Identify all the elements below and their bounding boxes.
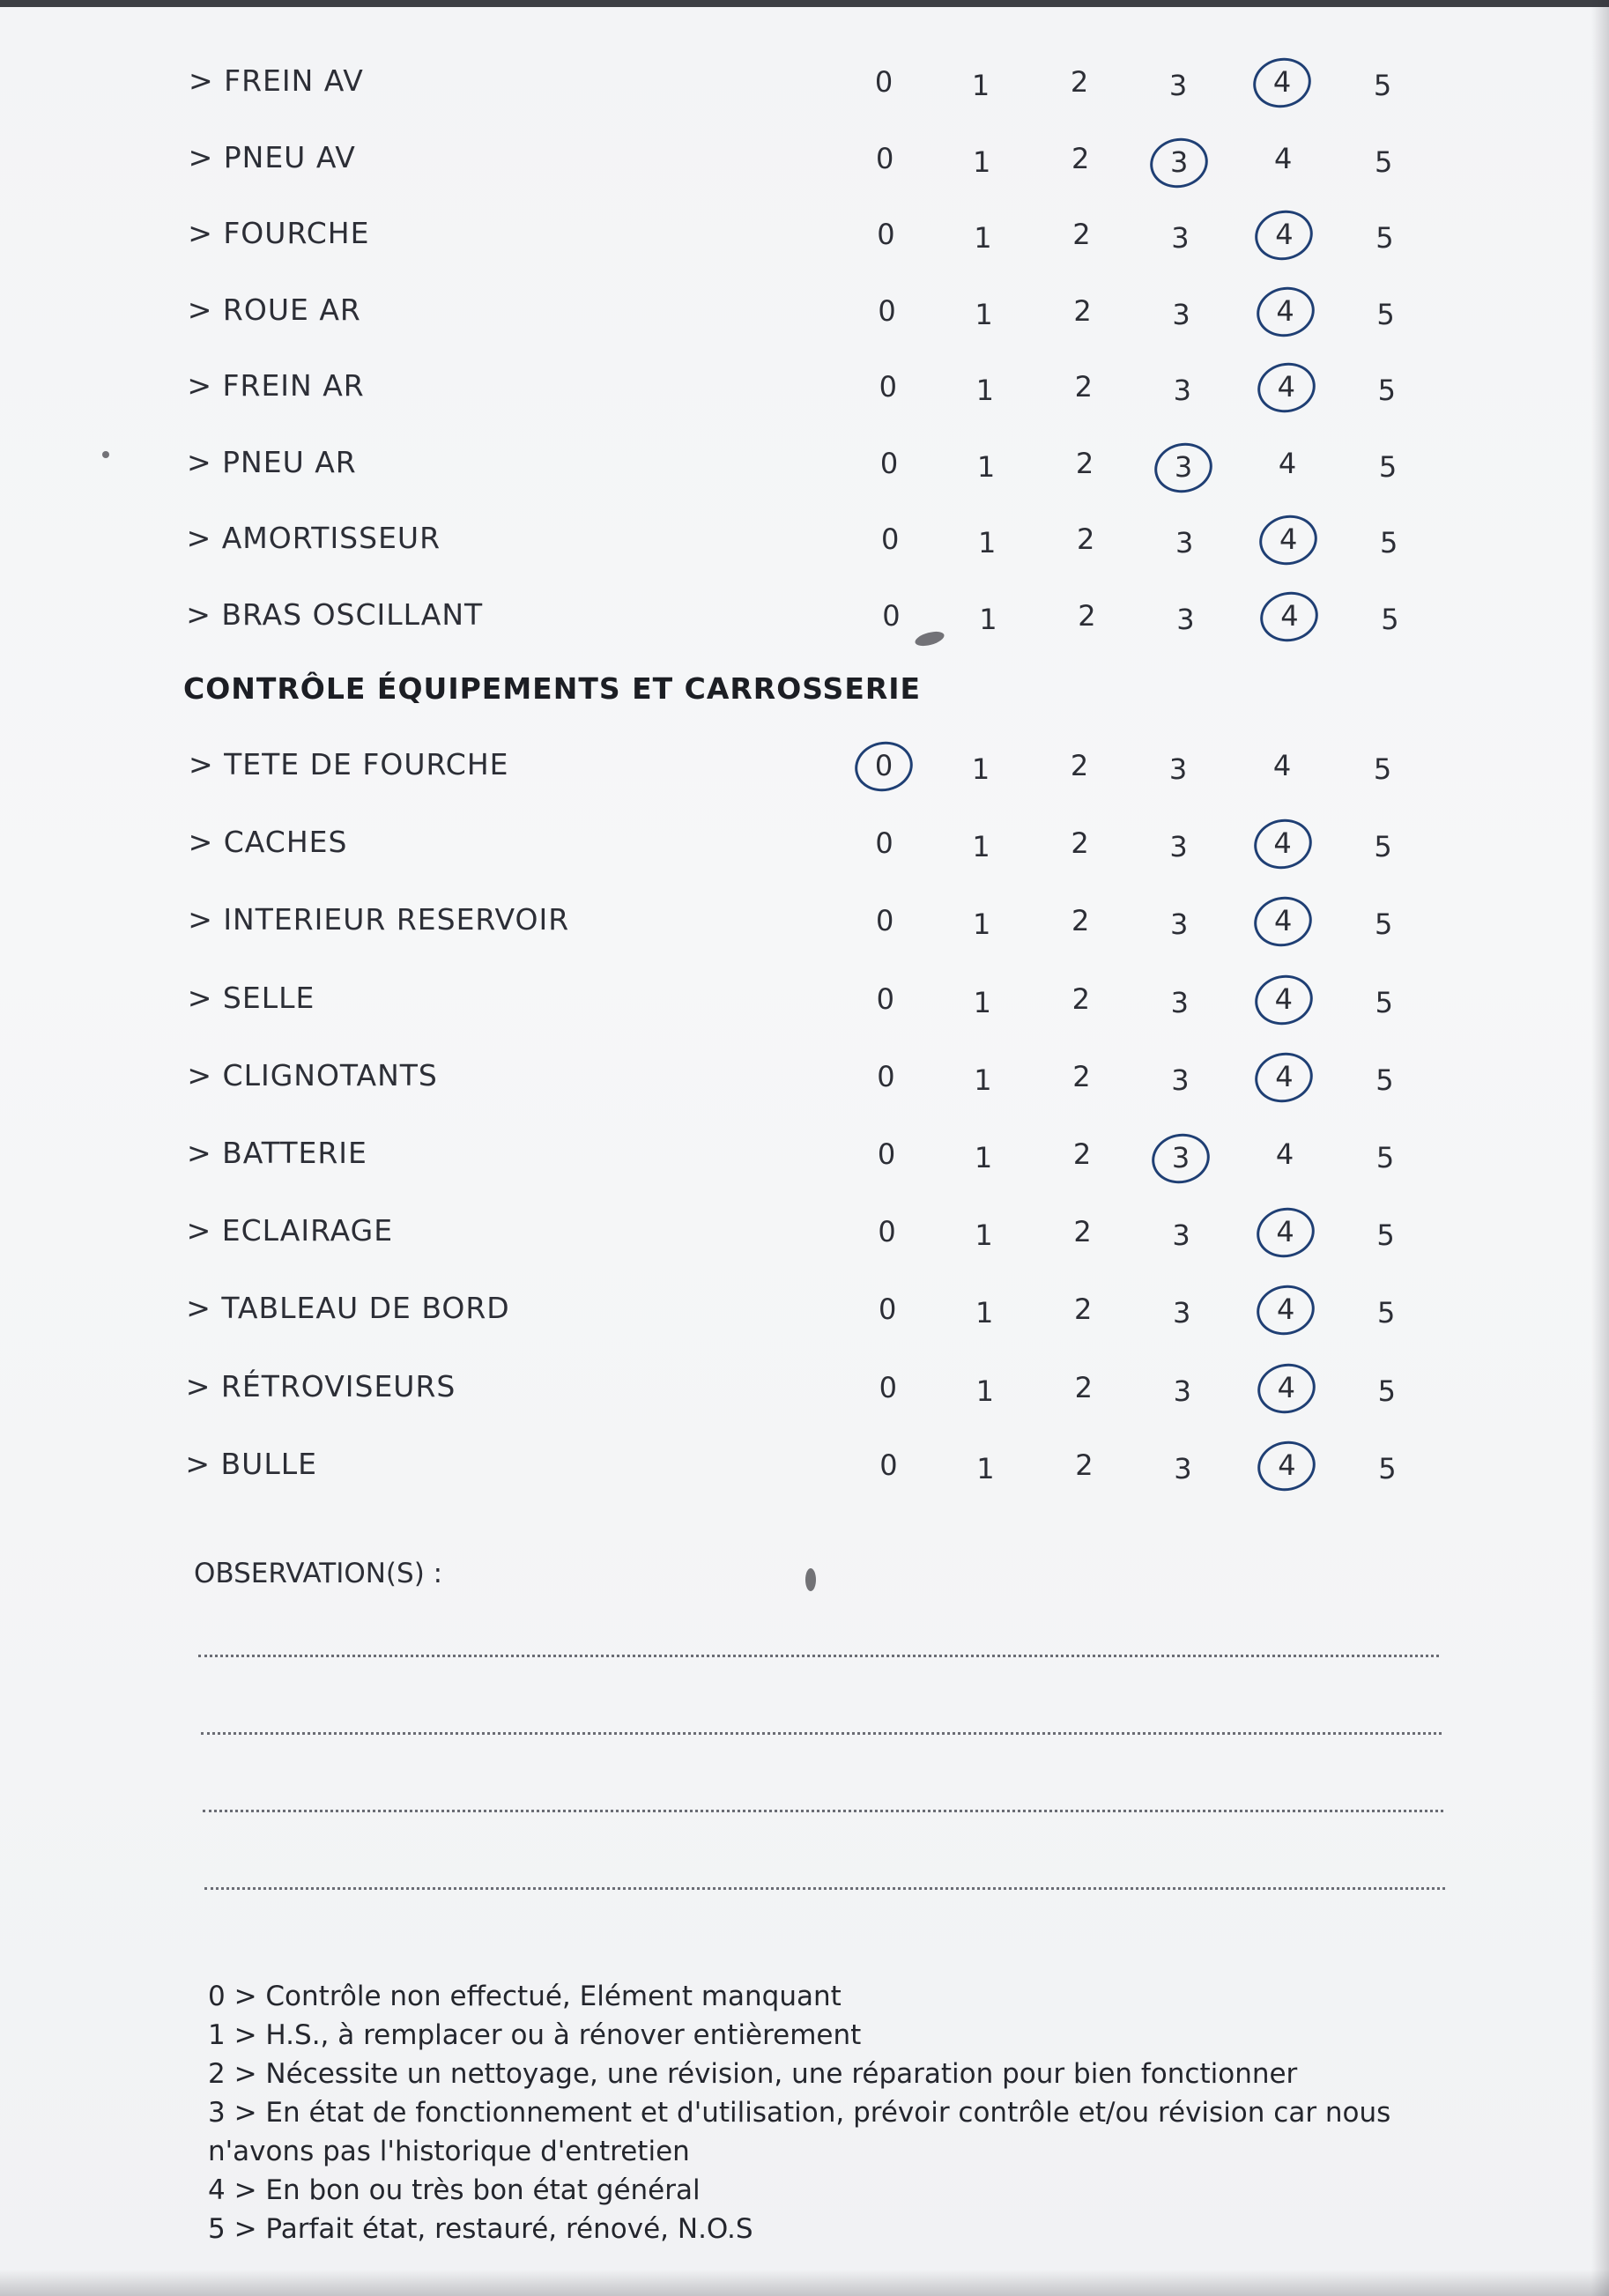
score-option[interactable]: 2 bbox=[1077, 522, 1095, 556]
checklist-item-label: > PNEU AR bbox=[187, 444, 357, 479]
score-option[interactable]: 1 bbox=[975, 1218, 993, 1253]
selected-score-circle bbox=[1249, 53, 1316, 113]
score-option[interactable]: 5 bbox=[1375, 1141, 1395, 1174]
score-option[interactable]: 4 bbox=[1257, 522, 1319, 556]
score-option[interactable]: 0 bbox=[879, 446, 899, 480]
selected-score-circle bbox=[850, 737, 917, 796]
score-option[interactable]: 1 bbox=[975, 297, 993, 331]
observations-label: OBSERVATION(S) : bbox=[194, 1558, 443, 1589]
checklist-row bbox=[0, 1360, 1609, 1413]
score-option[interactable]: 5 bbox=[1375, 907, 1393, 942]
legend-entry: 2 > Nécessite un nettoyage, une révision, une réparation pour bien fonctionner bbox=[208, 2058, 1298, 2090]
score-option[interactable]: 4 bbox=[1252, 904, 1314, 937]
score-option[interactable]: 2 bbox=[1071, 904, 1090, 938]
legend-entry: 5 > Parfait état, restauré, rénové, N.O.S bbox=[208, 2213, 753, 2245]
checklist-row bbox=[0, 1282, 1609, 1335]
score-option[interactable]: 3 bbox=[1153, 450, 1214, 484]
checklist-row bbox=[0, 816, 1609, 869]
ink-smudge bbox=[805, 1568, 816, 1591]
section-title: CONTRÔLE ÉQUIPEMENTS ET CARROSSERIE bbox=[183, 671, 922, 706]
checklist-row bbox=[0, 893, 1609, 946]
score-option[interactable]: 0 bbox=[877, 1059, 895, 1093]
score-option[interactable]: 4 bbox=[1255, 294, 1316, 328]
score-option[interactable]: 1 bbox=[974, 221, 992, 255]
score-option[interactable]: 5 bbox=[1377, 1296, 1396, 1330]
checklist-row bbox=[0, 284, 1609, 337]
checklist-item-label: > SELLE bbox=[187, 980, 315, 1015]
selected-score-circle bbox=[1150, 437, 1217, 497]
score-option[interactable]: 4 bbox=[1253, 982, 1315, 1016]
checklist-item-label: > BATTERIE bbox=[187, 1136, 367, 1170]
score-option[interactable]: 2 bbox=[1070, 65, 1089, 99]
checklist-item-label: > TETE DE FOURCHE bbox=[189, 747, 509, 781]
score-option[interactable]: 3 bbox=[1148, 145, 1210, 179]
score-option[interactable]: 3 bbox=[1170, 907, 1189, 942]
checklist-row bbox=[0, 1204, 1609, 1257]
checklist-row bbox=[0, 972, 1609, 1025]
score-option[interactable]: 0 bbox=[881, 522, 900, 556]
checklist-item-label: > INTERIEUR RESERVOIR bbox=[188, 902, 570, 937]
score-option[interactable]: 3 bbox=[1150, 1141, 1212, 1174]
score-option[interactable]: 1 bbox=[973, 144, 991, 179]
score-option[interactable]: 1 bbox=[973, 985, 991, 1019]
observation-line[interactable] bbox=[198, 1655, 1439, 1657]
score-option[interactable]: 5 bbox=[1375, 221, 1394, 255]
checklist-item-label: > ECLAIRAGE bbox=[186, 1213, 394, 1248]
score-option[interactable]: 0 bbox=[874, 65, 893, 99]
score-option[interactable]: 0 bbox=[853, 749, 915, 782]
selected-score-circle bbox=[1250, 205, 1317, 265]
score-option[interactable]: 2 bbox=[1078, 598, 1096, 633]
score-option[interactable]: 2 bbox=[1072, 1059, 1091, 1093]
score-option[interactable]: 4 bbox=[1256, 1371, 1317, 1404]
score-option[interactable]: 2 bbox=[1074, 1370, 1093, 1404]
selected-score-circle bbox=[1256, 586, 1323, 646]
page-shadow-bottom bbox=[0, 2270, 1609, 2296]
checklist-row bbox=[0, 55, 1609, 107]
checklist-item-label: > RÉTROVISEURS bbox=[185, 1368, 456, 1404]
score-option[interactable]: 4 bbox=[1274, 141, 1293, 175]
score-option[interactable]: 0 bbox=[878, 293, 896, 328]
score-option[interactable]: 0 bbox=[876, 141, 894, 175]
selected-score-circle bbox=[1255, 510, 1322, 570]
selected-score-circle bbox=[1251, 281, 1318, 341]
score-option[interactable]: 3 bbox=[1176, 602, 1195, 636]
selected-score-circle bbox=[1252, 1280, 1319, 1340]
score-option[interactable]: 0 bbox=[877, 218, 895, 251]
legend-entry: 0 > Contrôle non effectué, Elément manquant bbox=[208, 1981, 842, 2012]
observation-line[interactable] bbox=[203, 1810, 1443, 1812]
score-option[interactable]: 1 bbox=[971, 752, 990, 786]
selected-score-circle bbox=[1253, 1358, 1320, 1418]
checklist-row bbox=[0, 1049, 1609, 1102]
score-option[interactable]: 0 bbox=[878, 1215, 896, 1249]
score-option[interactable]: 0 bbox=[877, 1137, 896, 1171]
score-option[interactable]: 3 bbox=[1170, 985, 1189, 1019]
score-option[interactable]: 2 bbox=[1071, 981, 1090, 1016]
checklist-item-label: > PNEU AV bbox=[188, 139, 356, 174]
score-option[interactable]: 4 bbox=[1255, 1215, 1316, 1248]
score-option[interactable]: 1 bbox=[975, 1296, 994, 1330]
score-option[interactable]: 3 bbox=[1173, 1374, 1191, 1408]
score-option[interactable]: 4 bbox=[1253, 1060, 1315, 1093]
score-option[interactable]: 2 bbox=[1071, 141, 1090, 175]
checklist-item-label: > BRAS OSCILLANT bbox=[186, 596, 484, 632]
score-option[interactable]: 3 bbox=[1168, 69, 1188, 102]
score-option[interactable]: 4 bbox=[1275, 1137, 1294, 1171]
selected-score-circle bbox=[1250, 1048, 1317, 1107]
score-option[interactable]: 2 bbox=[1072, 218, 1091, 251]
score-option[interactable]: 4 bbox=[1272, 749, 1292, 782]
score-option[interactable]: 1 bbox=[975, 374, 994, 407]
observation-line[interactable] bbox=[201, 1732, 1442, 1735]
score-option[interactable]: 5 bbox=[1374, 830, 1392, 864]
checklist-item-label: > FREIN AR bbox=[187, 368, 365, 403]
score-option[interactable]: 1 bbox=[978, 526, 997, 559]
checklist-row bbox=[0, 131, 1609, 184]
score-option[interactable]: 5 bbox=[1381, 602, 1399, 636]
checklist-row bbox=[0, 359, 1609, 412]
checklist-row bbox=[0, 738, 1609, 791]
checklist-item-label: > FREIN AV bbox=[189, 63, 364, 98]
score-option[interactable]: 5 bbox=[1373, 69, 1392, 102]
score-option[interactable]: 1 bbox=[971, 69, 990, 102]
score-option[interactable]: 0 bbox=[882, 598, 901, 633]
score-option[interactable]: 2 bbox=[1073, 293, 1092, 328]
score-option[interactable]: 0 bbox=[876, 981, 894, 1016]
selected-score-circle bbox=[1253, 358, 1320, 418]
selected-score-circle bbox=[1251, 1203, 1318, 1263]
score-option[interactable]: 0 bbox=[879, 370, 897, 404]
score-option[interactable]: 5 bbox=[1376, 297, 1395, 331]
score-option[interactable]: 3 bbox=[1172, 297, 1190, 331]
score-option[interactable]: 4 bbox=[1256, 370, 1317, 404]
legend-entry: 1 > H.S., à remplacer ou à rénover entièrement bbox=[208, 2019, 862, 2051]
checklist-row bbox=[0, 1438, 1609, 1491]
score-option[interactable]: 5 bbox=[1378, 449, 1398, 484]
score-option[interactable]: 2 bbox=[1072, 1137, 1092, 1171]
score-option[interactable]: 3 bbox=[1173, 1296, 1191, 1330]
score-option[interactable]: 1 bbox=[975, 1374, 994, 1408]
checklist-item-label: > TABLEAU DE BORD bbox=[186, 1291, 510, 1326]
ink-dot bbox=[102, 451, 109, 458]
legend-entry: 3 > En état de fonctionnement et d'utilisation, prévoir contrôle et/ou révision car nous n'avons pas l'historique d'entretien bbox=[208, 2097, 1391, 2167]
score-option[interactable]: 2 bbox=[1075, 1448, 1094, 1482]
score-option[interactable]: 4 bbox=[1278, 446, 1297, 480]
score-option[interactable]: 4 bbox=[1253, 218, 1315, 251]
score-option[interactable]: 4 bbox=[1256, 1448, 1317, 1482]
selected-score-circle bbox=[1146, 132, 1212, 192]
score-option[interactable]: 2 bbox=[1070, 749, 1089, 782]
score-option[interactable]: 5 bbox=[1380, 526, 1398, 559]
score-option[interactable]: 5 bbox=[1375, 1063, 1394, 1097]
selected-score-circle bbox=[1147, 1129, 1214, 1189]
score-option[interactable]: 2 bbox=[1074, 370, 1093, 404]
score-option[interactable]: 2 bbox=[1073, 1215, 1092, 1249]
top-edge bbox=[0, 0, 1609, 7]
checklist-row bbox=[0, 207, 1609, 260]
score-option[interactable]: 0 bbox=[876, 904, 894, 938]
score-option[interactable]: 3 bbox=[1171, 1063, 1190, 1097]
score-option[interactable]: 5 bbox=[1377, 1374, 1396, 1408]
checklist-item-label: > CLIGNOTANTS bbox=[187, 1057, 438, 1092]
checklist-row bbox=[0, 436, 1609, 489]
score-option[interactable]: 0 bbox=[879, 1292, 897, 1327]
score-option[interactable]: 1 bbox=[979, 602, 997, 636]
score-option[interactable]: 0 bbox=[875, 826, 893, 861]
score-option[interactable]: 5 bbox=[1378, 1451, 1397, 1485]
score-option[interactable]: 5 bbox=[1377, 374, 1396, 407]
score-option[interactable]: 4 bbox=[1255, 1292, 1316, 1326]
selected-score-circle bbox=[1249, 892, 1316, 952]
checklist-row bbox=[0, 512, 1609, 565]
score-option[interactable]: 1 bbox=[973, 907, 991, 942]
score-option[interactable]: 2 bbox=[1071, 826, 1089, 861]
score-option[interactable]: 4 bbox=[1258, 599, 1320, 633]
score-option[interactable]: 1 bbox=[976, 1451, 995, 1485]
score-option[interactable]: 1 bbox=[976, 449, 996, 484]
score-option[interactable]: 5 bbox=[1375, 144, 1393, 179]
score-option[interactable]: 5 bbox=[1373, 752, 1392, 786]
checklist-item-label: > BULLE bbox=[185, 1446, 317, 1481]
selected-score-circle bbox=[1253, 1436, 1320, 1496]
score-option[interactable]: 4 bbox=[1252, 826, 1314, 860]
checklist-item-label: > CACHES bbox=[188, 825, 348, 860]
score-option[interactable]: 3 bbox=[1172, 1218, 1190, 1253]
score-option[interactable]: 3 bbox=[1171, 221, 1190, 255]
score-option[interactable]: 2 bbox=[1074, 1292, 1093, 1327]
score-option[interactable]: 3 bbox=[1169, 830, 1188, 864]
score-option[interactable]: 1 bbox=[974, 1141, 993, 1174]
score-option[interactable]: 2 bbox=[1075, 446, 1094, 480]
score-option[interactable]: 3 bbox=[1168, 752, 1188, 786]
score-option[interactable]: 1 bbox=[974, 1063, 992, 1097]
checklist-row bbox=[0, 1127, 1609, 1180]
score-option[interactable]: 3 bbox=[1175, 526, 1194, 559]
score-option[interactable]: 0 bbox=[879, 1370, 897, 1404]
checklist-item-label: > AMORTISSEUR bbox=[186, 521, 441, 555]
score-option[interactable]: 5 bbox=[1375, 985, 1393, 1019]
score-option[interactable]: 1 bbox=[972, 830, 990, 864]
selected-score-circle bbox=[1249, 814, 1316, 874]
checklist-item-label: > ROUE AR bbox=[187, 292, 361, 327]
score-option[interactable]: 3 bbox=[1173, 374, 1191, 407]
legend-entry: 4 > En bon ou très bon état général bbox=[208, 2174, 701, 2206]
observation-line[interactable] bbox=[204, 1887, 1445, 1890]
score-option[interactable]: 5 bbox=[1376, 1218, 1395, 1253]
rating-legend bbox=[208, 1977, 1442, 2248]
score-option[interactable]: 0 bbox=[879, 1448, 898, 1482]
score-option[interactable]: 3 bbox=[1174, 1451, 1192, 1485]
selected-score-circle bbox=[1250, 969, 1317, 1029]
checklist-item-label: > FOURCHE bbox=[188, 216, 370, 250]
checklist-row bbox=[0, 589, 1609, 641]
score-option[interactable]: 4 bbox=[1251, 65, 1313, 99]
